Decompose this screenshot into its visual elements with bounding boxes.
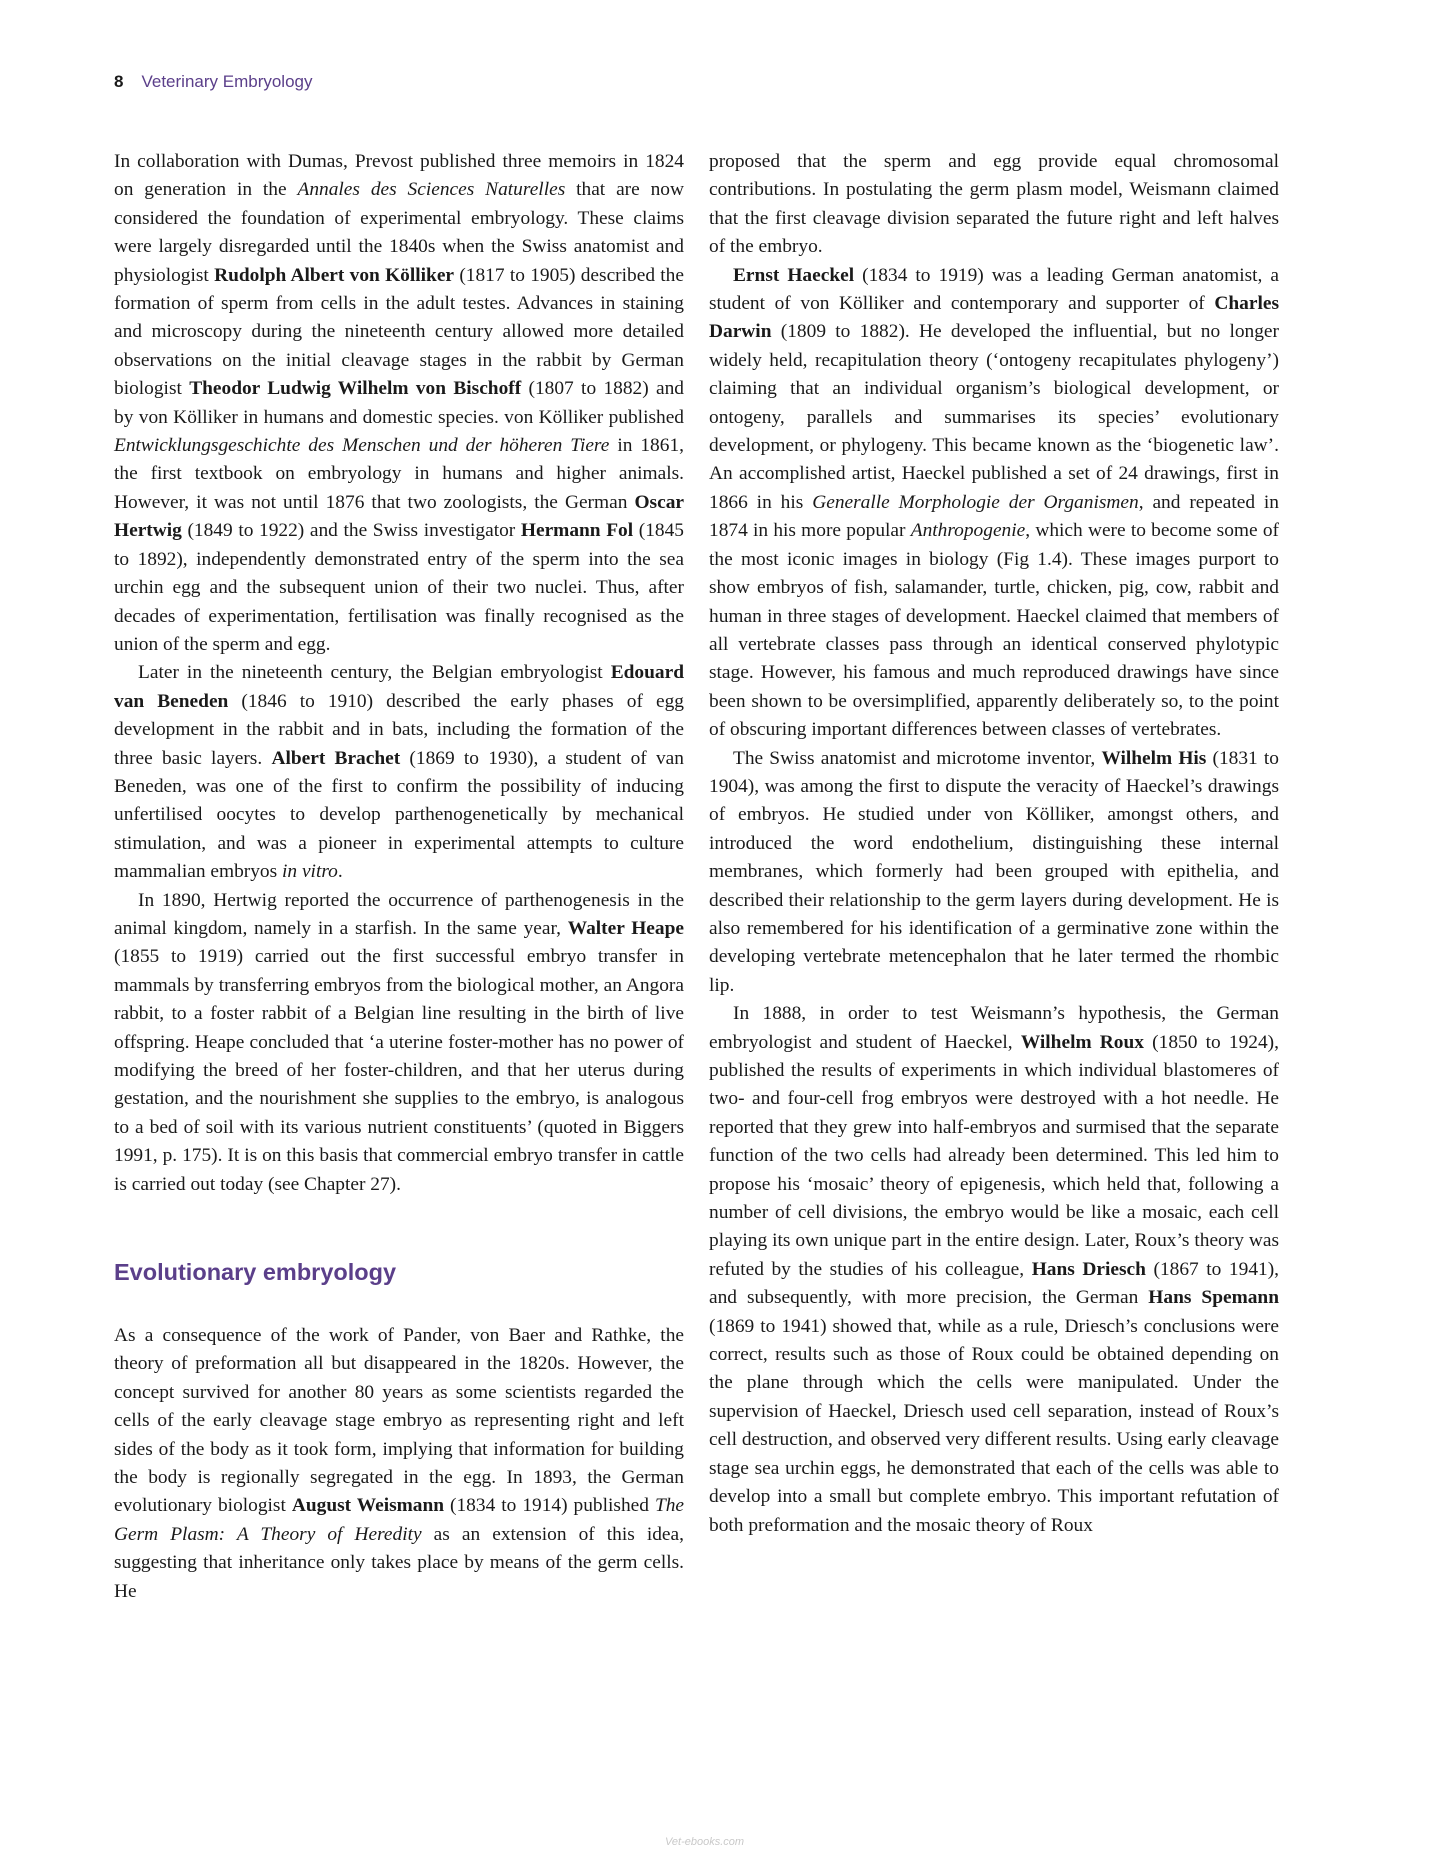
paragraph-haeckel: Ernst Haeckel (1834 to 1919) was a leading German anatomist, a student of von Kölliker and contemporary and supporter of Charles Darwin (1809 to 1882). He developed the influential, but no longer widely held, recapitulation theory (‘ontogeny recapitulates phylogeny’) claiming that an individual organism’s biological development, or ontogeny, parallels and summarises its species’ evolutionary development, or phylogeny. This became known as the ‘biogenetic law’. An accomplished artist, Haeckel published a set of 24 drawings, first in 1866 in his Generalle Morphologie der Organismen, and repeated in 1874 in his more popular Anthropogenie, which were to become some of the most iconic images in biology (Fig 1.4). These images purport to show embryos of fish, salamander, turtle, chicken, pig, cow, rabbit and human in three stages of development. Haeckel claimed that members of all vertebrate classes pass through an identical conserved phylotypic stage. However, his famous and much reproduced drawings have since been shown to be oversimplified, apparently deliberately so, to the point of obscuring important differences between classes of vertebrates.: [709, 264, 1279, 741]
paragraph-weismann-cont: proposed that the sperm and egg provide equal chromosomal contributions. In postulating the germ plasm model, Weismann claimed that the first cleavage division separated the future right and left halves of the embryo.: [709, 151, 1279, 258]
running-head: [114, 72, 313, 92]
page-number: 8: [114, 72, 124, 91]
book-title: Veterinary Embryology: [141, 72, 313, 91]
paragraph-his: The Swiss anatomist and microtome inventor, Wilhelm His (1831 to 1904), was among the first to dispute the veracity of Haeckel’s drawings of embryos. He studied under von Kölliker, amongst others, and introduced the word endothelium, distinguishing these internal membranes, which formerly had been grouped with epithelia, and described their relationship to the germ layers during development. He is also remembered for his identification of a germinative zone within the developing vertebrate metencephalon that he later termed the rhombic lip.: [709, 747, 1279, 996]
paragraph-van-beneden: Later in the nineteenth century, the Belgian embryologist Edouard van Beneden (1846 to 1910) described the early phases of egg development in the rabbit and in bats, including the formation of the three basic layers. Albert Brachet (1869 to 1930), a student of van Beneden, was one of the first to confirm the possibility of inducing unfertilised oocytes to develop parthenogenetically by mechanical stimulation, and was a pioneer in experimental attempts to culture mammalian embryos in vitro.: [114, 662, 684, 883]
right-column: [709, 148, 1279, 1540]
paragraph-roux: In 1888, in order to test Weismann’s hypothesis, the German embryologist and student of Haeckel, Wilhelm Roux (1850 to 1924), published the results of experiments in which individual blastomeres of two- and four-cell frog embryos were destroyed with a hot needle. He reported that they grew into half-embryos and surmised that the separate function of the two cells had already been determined. This led him to propose his ‘mosaic’ theory of epigenesis, which held that, following a number of cell divisions, the embryo would be like a mosaic, each cell playing its own unique part in the entire design. Later, Roux’s theory was refuted by the studies of his colleague, Hans Driesch (1867 to 1941), and subsequently, with more precision, the German Hans Spemann (1869 to 1941) showed that, while as a rule, Driesch’s conclusions were correct, results such as those of Roux could be obtained depending on the plane through which the cells were manipulated. Under the supervision of Haeckel, Driesch used cell separation, instead of Roux’s cell destruction, and observed very different results. Using early cleavage stage sea urchin eggs, he demonstrated that each of the cells was able to develop into a small but complete embryo. This important refutation of both preformation and the mosaic theory of Roux: [709, 1003, 1280, 1536]
paragraph-prevost: In collaboration with Dumas, Prevost published three memoirs in 1824 on generation in the Annales des Sciences Naturelles that are now considered the foundation of experimental embryology. These claims were largely disregarded until the 1840s when the Swiss anatomist and physiologist Rudolph Albert von Kölliker (1817 to 1905) described the formation of sperm from cells in the adult testes. Advances in staining and microscopy during the nineteenth century allowed more detailed observations on the initial cleavage stages in the rabbit by German biologist Theodor Ludwig Wilhelm von Bischoff (1807 to 1882) and by von Kölliker in humans and domestic species. von Kölliker published Entwicklungsgeschichte des Menschen und der höheren Tiere in 1861, the first textbook on embryology in humans and higher animals. However, it was not until 1876 that two zoologists, the German Oscar Hertwig (1849 to 1922) and the Swiss investigator Hermann Fol (1845 to 1892), independently demonstrated entry of the sperm into the sea urchin egg and the subsequent union of their two nuclei. Thus, after decades of experimentation, fertilisation was finally recognised as the union of the sperm and egg.: [114, 151, 685, 655]
paragraph-heape: In 1890, Hertwig reported the occurrence of parthenogenesis in the animal kingdom, namely in a starfish. In the same year, Walter Heape (1855 to 1919) carried out the first successful embryo transfer in mammals by transferring embryos from the biological mother, an Angora rabbit, to a foster rabbit of a Belgian line resulting in the birth of live offspring. Heape concluded that ‘a uterine foster-mother has no power of modifying the breed of her foster-children, and that her uterus during gestation, and the nourishment she supplies to the embryo, is analogous to a bed of soil with its various nutrient constituents’ (quoted in Biggers 1991, p. 175). It is on this basis that commercial embryo transfer in cattle is carried out today (see Chapter 27).: [114, 889, 684, 1195]
section-heading: Evolutionary embryology: [114, 1259, 397, 1286]
watermark: Vet-ebooks.com: [665, 1836, 745, 1848]
left-column: [114, 148, 684, 1606]
paragraph-weismann: As a consequence of the work of Pander, von Baer and Rathke, the theory of preformation all but disappeared in the 1820s. However, the concept survived for another 80 years as some scientists regarded the cells of the early cleavage stage embryo as representing right and left sides of the body as it took form, implying that information for building the body is regionally segregated in the egg. In 1893, the German evolutionary biologist August Weismann (1834 to 1914) published The Germ Plasm: A Theory of Heredity as an extension of this idea, suggesting that inheritance only takes place by means of the germ cells. He: [114, 1325, 685, 1602]
